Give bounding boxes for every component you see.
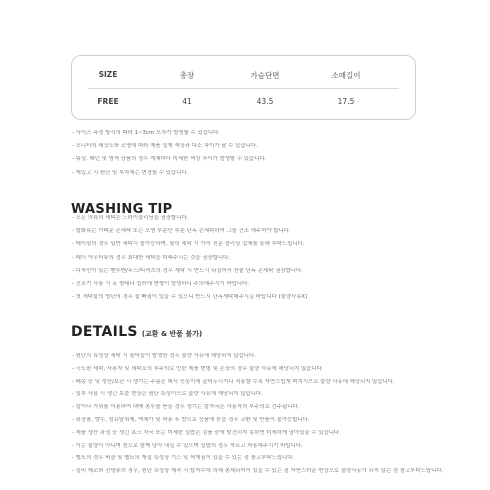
list-item: - 위장품, 향수, 섬유탈취제, 액체가 및 착용 후 향으로 상품에 묻을 경우 교환 및 반품이 불가능합니다. <box>72 416 310 423</box>
list-item: - 극도한 세탁, 사용자 및 세탁소의 부주의로 인한 제품 변형 및 손상의 경우 불량 사유에 해당되지 않습니다. <box>72 365 324 372</box>
list-item: - 배송 중 및 생산/보관 시 생기는 주름은 퍼서 웃옷이에 끌어두시거나 적용할 수록 자연스럽게 펴지시므로 불량 사유에 해당되지 않습니다. <box>72 378 395 385</box>
list-item: - 재입고 시 원단 및 부자재는 변경될 수 있습니다. <box>72 169 189 176</box>
size-header-chest: 가슴단면 <box>250 71 280 80</box>
list-item: - 디자인이 있는 맨투맨/후드/티셔츠의 경우 세탁 시 반드시 뒤집어서 찬물 단독 손세탁 권장합니다. <box>72 267 303 274</box>
size-header-sleeve: 소매길이 <box>331 71 361 80</box>
size-table <box>71 55 416 120</box>
size-table-header <box>72 70 415 84</box>
list-item: - 일비 제조와 전냉류의 경우, 원단 특성상 제작 시 탑자수에 의해 봉제되어이 있을 수 있는 점 자연스러운 현상으로 불량사유가 되지 않는 점 참고부탁드립니다. <box>72 468 444 475</box>
list-item: - 칼이나 가위를 이용하여 택배 봉투를 뜯을 경우 생기는 칼자국은 사용자의 부주의로 간주됩니다. <box>72 404 300 411</box>
details-subtitle: (교환 & 반품 불가) <box>141 330 203 338</box>
size-value-length: 41 <box>182 97 192 106</box>
size-table-row <box>72 97 415 111</box>
list-item: - 일부 사용 시 생긴 보풀 현상은 원단 특성이므로 불량 사유에 해당되지 않습니다. <box>72 391 263 398</box>
size-value-size: FREE <box>97 97 119 106</box>
list-item: - 모든 의류의 세탁은 드라이클리닝을 권장합니다. <box>72 215 189 221</box>
list-item: - 벨트의 경우 버클 및 벨트의 재질 특성상 기스 및 찍게짐이 있을 수 있는 점 참고부탁드립니다. <box>72 455 295 462</box>
list-item: - 제품 생산 과정 중 생긴 초크 자국 또는 미세한 실밥은 검품 중에 발견되지 못하면 미세하게 남아있을 수 있습니다. <box>72 429 341 436</box>
size-header-length: 총장 <box>179 71 195 80</box>
size-header-size: SIZE <box>98 70 118 79</box>
list-item: - 테이핑의 경우 일반 세탁시 볼가능하며, 필히 세탁 시 가죽 전문 클리닝 업체를 통해 부탁드립니다. <box>72 241 305 248</box>
details-title <box>71 324 202 340</box>
list-item: - 모니터의 해상도와 조명에 따라 제품 실제 색상과 다소 차이가 날 수 있습니다. <box>72 143 258 150</box>
list-item: - 사이즈 측정 방식의 따라 1~3cm 오차가 발생할 수 있습니다. <box>72 130 221 136</box>
details-title-text: DETAILS <box>71 324 138 340</box>
washing-tip-title: WASHING TIP <box>71 202 173 217</box>
size-value-sleeve: 17.5 <box>337 97 355 106</box>
list-item: - 건조기 사용 시 옷 형태나 컬러에 변형이 발생하니 주의해주시기 바랍니다. <box>72 280 250 287</box>
list-item: - 합화류는 가벼운 손세탁 또는 오염 부분만 부분 단독 손세탁하여 그늘 건조 해주셔야 합니다. <box>72 228 291 235</box>
list-item: - 워싱, 패턴 및 염색 상품의 경우 개체마다 미세한 색상 차이가 발생할 수 있습니다. <box>72 156 267 163</box>
size-notes-list <box>72 130 462 183</box>
size-table-divider <box>88 88 399 89</box>
list-item: - 이는 불량이 아니며 천으로 함께 닦아 내실 수 있으며 실밥의 경우 자르고 착용해주시기 바랍니다. <box>72 442 303 449</box>
list-item: - 레더 아우터류의 경우 최대한 세탁을 피해주시는 것을 권장합니다. <box>72 254 230 261</box>
list-item: - 원단의 특성상 세탁 시 줄어들이 발생한 경우 불량 사유에 해당되지 않습니다. <box>72 353 256 359</box>
list-item: - 첫 세탁물의 염단의 경우 물 빠짐이 있을 수 있으니 반드시 단독세탁해주시길 바랍니다 (물량사유X) <box>72 294 308 301</box>
size-value-chest: 43.5 <box>256 97 274 106</box>
details-notes-list <box>72 353 462 481</box>
washing-notes-list <box>72 215 462 307</box>
